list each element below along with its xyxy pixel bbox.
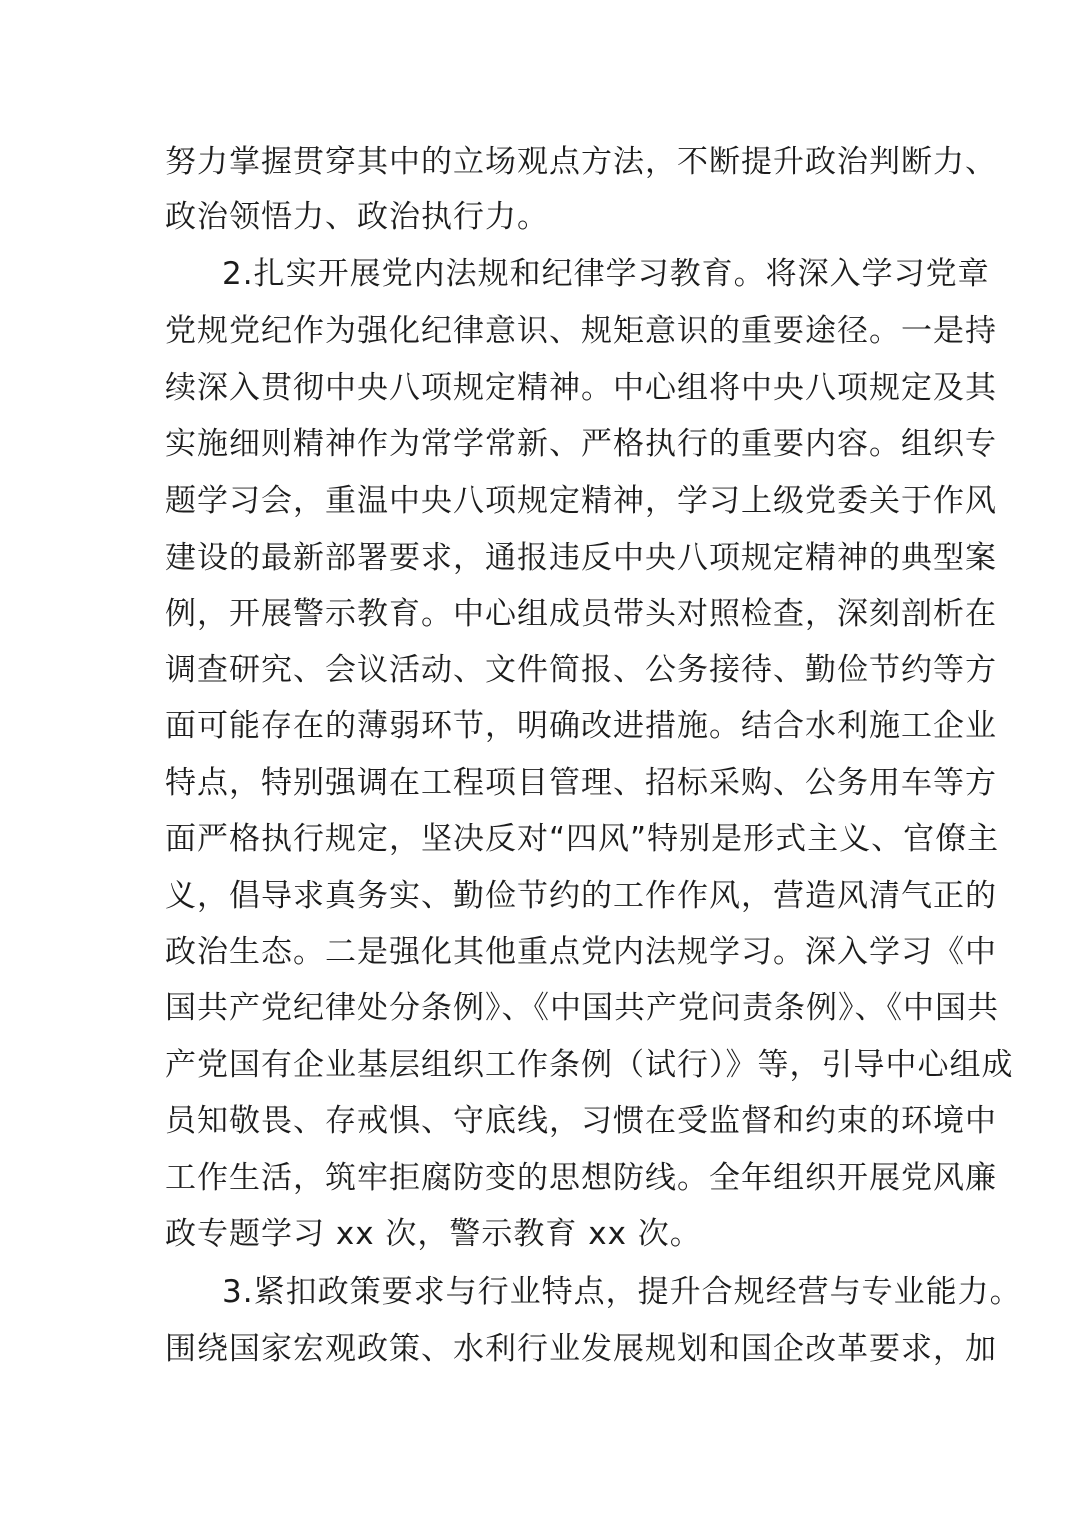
paragraph-2-line-17: 工作生活，筑牢拒腐防变的思想防线。全年组织开展党风廉 <box>165 1160 997 1196</box>
paragraph-2-line-11: 面严格执行规定，坚决反对“四风”特别是形式主义、官僚主 <box>165 821 1000 857</box>
paragraph-2-line-10: 特点，特别强调在工程项目管理、招标采购、公务用车等方 <box>165 765 997 801</box>
paragraph-2-line-16: 员知敬畏、存戒惧、守底线，习惯在受监督和约束的环境中 <box>165 1103 997 1139</box>
paragraph-2-line-2: 党规党纪作为强化纪律意识、规矩意识的重要途径。一是持 <box>165 313 997 349</box>
paragraph-2-line-6: 建设的最新部署要求，通报违反中央八项规定精神的典型案 <box>165 540 997 576</box>
paragraph-2-line-18: 政专题学习 xx 次，警示教育 xx 次。 <box>165 1216 702 1252</box>
paragraph-2-line-7: 例，开展警示教育。中心组成员带头对照检查，深刻剖析在 <box>165 596 997 632</box>
paragraph-1-line-2: 政治领悟力、政治执行力。 <box>165 199 549 235</box>
paragraph-2-line-4: 实施细则精神作为常学常新、严格执行的重要内容。组织专 <box>165 426 997 462</box>
paragraph-2-line-13: 政治生态。二是强化其他重点党内法规学习。深入学习《中 <box>165 934 997 970</box>
paragraph-2-line-8: 调查研究、会议活动、文件简报、公务接待、勤俭节约等方 <box>165 652 997 688</box>
paragraph-3-line-1: 3.紧扣政策要求与行业特点，提升合规经营与专业能力。 <box>222 1274 1022 1310</box>
paragraph-1-line-1: 努力掌握贯穿其中的立场观点方法，不断提升政治判断力、 <box>165 144 997 180</box>
paragraph-2-line-15: 产党国有企业基层组织工作条例（试行）》等，引导中心组成 <box>165 1047 1014 1083</box>
paragraph-2-line-3: 续深入贯彻中央八项规定精神。中心组将中央八项规定及其 <box>165 370 997 406</box>
paragraph-2-line-12: 义，倡导求真务实、勤俭节约的工作作风，营造风清气正的 <box>165 878 997 914</box>
paragraph-2-line-9: 面可能存在的薄弱环节，明确改进措施。结合水利施工企业 <box>165 708 997 744</box>
paragraph-3-line-2: 围绕国家宏观政策、水利行业发展规划和国企改革要求，加 <box>165 1331 997 1367</box>
paragraph-2-line-14: 国共产党纪律处分条例》、《中国共产党问责条例》、《中国共 <box>165 990 999 1026</box>
paragraph-2-line-5: 题学习会，重温中央八项规定精神，学习上级党委关于作风 <box>165 483 997 519</box>
paragraph-2-line-1: 2.扎实开展党内法规和纪律学习教育。将深入学习党章 <box>222 256 990 292</box>
